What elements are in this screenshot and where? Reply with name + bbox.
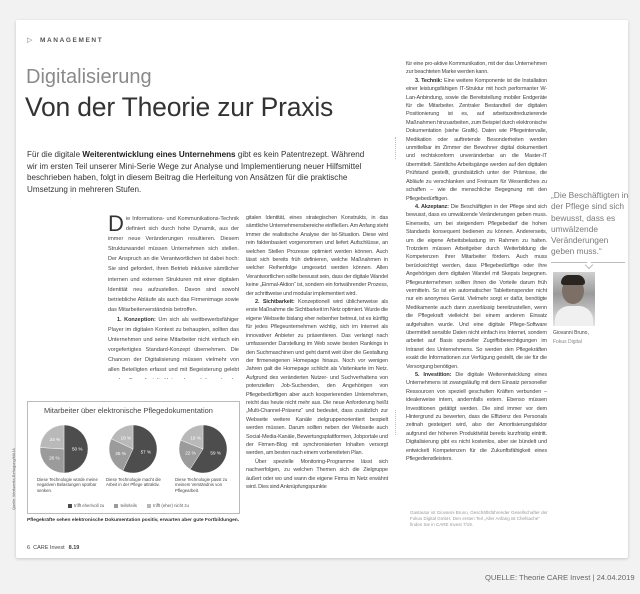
column-divider	[395, 410, 396, 435]
legend-swatch	[114, 504, 118, 508]
pie-slice-label: 18 %	[120, 435, 132, 441]
legend-swatch	[147, 504, 151, 508]
column-2: gitalen Identität, eines strategischen Konstrukts, in das sämtliche Unternehmensbereiche einfließen. Am Anfang steht immer die realistische Analyse der Ist-Situation. Diese wird rein faktenbasiert vorgenommen und liefert Aufschlüsse, an welchen Stellen Prozesse optimiert werden können. Auch lässt sich bereits früh definieren, welche Maßnahmen in welcher Reihenfolge umgesetzt werden können. Allen Verantwortlichen sollte bewusst sein, dass der digitale Wandel keine „Einmal-Aktion“ ist, sondern ein fortwährender Prozess, der schrittweise und modular implementiert wird. 2. Sichtbarkeit: Konzeptionell wird üblicherweise als erste Maßnahme die Sichtbarkeit im Netz optimiert. Wurde die eigene Webseite bislang eher nebenher betreut, ist es künftig für jedes Pflegeunternehmen wichtig, sich im Internet als innovativer Anbieter zu präsentieren. Das verlangt nach umfassender Darstellung im Web sowie besten Rankings in den Suchmaschinen und geht damit weit über die Gestaltung der firmeneigenen Homepage hinaus. Noch vor wenigen Jahren galt die Homepage schlicht als Visitenkarte im Netz. Aufgrund des veränderten Nutzer- und Suchverhaltens von potenziellen Job-Suchenden, den Angehörigen von Pflegebedürftigen aber auch kooperierenden Unternehmen, reicht das heute nicht mehr aus. Die neue Anforderung heißt „Multi-Channel-Präsenz“ und bedeutet, dass zusätzlich zur Webseite weitere Kanäle zielgruppenorientiert bespielt werden müssen. Darum sollten neben der Webseite auch Social-Media-Kanäle, Bewertungsplattformen, Jobportale und der Firmen-Blog mit synchronisierten Inhalten versorgt werden, am besten nach einem vorbereiteten Plan. Über spezielle Monitoring-Programme lässt sich nachverfolgen, zu welchen Themen sich die Zielgruppe äußert oder wo und wann die eigene Firma im Netz erwähnt wird. Dies sind Anknüpfungspunkte	[246, 215, 388, 490]
legend-swatch	[68, 504, 72, 508]
author-note: Gastautor ist Giovanni Bruno, Geschäftsführender Gesellschafter der Fokus Digital GmbH. Den ersten Teil „Aller Anfang ist Chefsache“ finden Sie in CARE Invest 7/19.	[410, 510, 548, 527]
pie-slice-label: 22 %	[185, 450, 196, 456]
article-headline: Von der Theorie zur Praxis	[25, 92, 334, 122]
pie-slice-label: 57 %	[140, 449, 152, 455]
drop-cap: D	[108, 214, 124, 236]
chart-legend	[68, 503, 198, 508]
chart-title: Mitarbeiter über elektronische Pflegedokumentation	[44, 406, 213, 415]
article-intro: Für die digitale Weiterentwicklung eines Unternehmens gibt es kein Patentrezept. Während wir im ersten Teil unserer Mini-Serie Wege zur Analyse und Implementierung neuer Hilfsmittel beschrieben haben, folgt in diesem Beitrag die Herleitung von Ansätzen für die praktische Umsetzung in mehreren Stufen.	[27, 150, 365, 195]
photo-caption-name: Giovanni Bruno,	[553, 330, 589, 336]
pie-slice-label: 50 %	[71, 446, 83, 452]
pie-slice-label: 25 %	[115, 451, 126, 457]
pie-slice-label: 24 %	[49, 436, 61, 442]
legend-item: trifft eher/voll zu	[68, 503, 104, 508]
pie-slice-label: 19 %	[190, 435, 201, 441]
section-label: ▷ MANAGEMENT	[27, 37, 104, 44]
column-3: für eine pro-aktive Kommunikation, mit der das Unternehmen zur beachteten Marke werden kann. 3. Technik: Eine weitere Komponente ist die Installation einer leistungsfähigen IT-Struktur mit hoch performanter W-Lan-Anbindung, sowie die Bereitstellung mobiler Endgeräte für die Mitarbeiter. Zentraler Bestandteil der digitalen Positionierung ist es, auf arbeitszeitreduzierende Maßnahmen hinzuarbeiten, zum Beispiel durch elektronische Dokumentation (siehe Grafik). Daten wie Pflegeintervalle, Medikation oder auftretende Besonderheiten werden unmittelbar im Zimmer der Bewohner digital dokumentiert und rechtskonform unveränderbar an die Master-IT übermittelt. Sämtliche Arbeitsgänge werden auf den digitalen Prüfstand gestellt, grundsätzlich unter der Prämisse, die Abläufe zu verschlanken und Freiraum für Wesentliches zu schaffen – wie die menschliche Begegnung mit den Pflegebedürftigen. 4. Akzeptanz: Die Beschäftigten in der Pflege sind sich bewusst, dass es umwälzende Veränderungen geben muss. Einerseits, um bei steigendem Pflegebedarf die hohen Standards konsequent bedienen zu können. Andererseits, um die eigene Arbeitsbelastung im Rahmen zu halten. Trotzdem müssen Arbeitgeber durch Weiterbildung die Kompetenzen ihrer Mitarbeiter fördern. Auch muss berücksichtigt werden, dass Pflegebedürftige oder ihre Angehörigen dem digitalen Wandel mit Skepsis begegnen. Pflegeunternehmen sollten ihnen die Vorteile darum früh vermitteln. So ist ein automatischer Tablettenspender nicht nur ein anonymes Gerät. Vielmehr sorgt er dafür, benötigte Medikamente auch dann zuverlässig bereitzustellen, wenn die Pflegekraft vielleicht bei einem anderen Einsatz aufgehalten wurde. Und eine digitale Pflege-Software übermittelt sensible Daten nicht einfach ins Internet, sondern arbeitet auf Basis spezieller Zugriffsberechtigungen im Intranet des Unternehmens. So werden den Pflegekräften exakt die Informationen zur Verfügung gestellt, die sie für die Versorgung benötigen. 5. Investition: Die digitale Weiterentwicklung eines Unternehmens ist zwangsläufig mit dem Einsatz personeller Ressourcen von speziell geschulten Kräften verbunden – idealerweise intern, andernfalls extern. Ebenso müssen Investitionen getätigt werden. Die sind immer vor dem Hintergrund zu bewerten, dass die Effizienz des Personals zeitnah gesteigert wird, also der Amortisierungsfaktor aufgrund der höheren Produktivität bereits kurzfristig eintritt. Digitalisierung gibt es nicht kostenlos, aber sie bündelt und entwickelt Kompetenzen für die Zukunftsfähigkeit eines Pflegedienstleisters.	[406, 61, 547, 463]
chart-source: Quelle: Werkwerks-Befragung/MAJA	[12, 448, 16, 510]
pie-caption: Diese Technologie macht die Arbeit in der Pflege attraktiv.	[106, 477, 161, 488]
page-folio: 6 CARE Invest 8.19	[27, 545, 80, 551]
pie-caption: Diese Technologie passt zu meinem Verständnis von Pflegearbeit.	[175, 477, 228, 493]
legend-item: trifft (eher) nicht zu	[147, 503, 189, 508]
pie-caption: Diese Technologie würde meine negativen Belastungen spürbar senken.	[37, 477, 98, 493]
column-1: Die Informations- und Kommunikations-Technik definiert sich durch hohe Dynamik, aus der immer neue Veränderungen resultieren. Diesem Strukturwandel müssen Unternehmen sich stellen. Der Anspruch an die Verantwortlichen ist dabei hoch: Sie sind gefordert, ihren Betrieb inklusive sämtlicher internen und externen Strukturen mit einer digitalen Identität neu aufzustellen. Davon sind sowohl betriebliche Abläufe als auch das Firmenimage sowie das Mitarbeiterverständnis betroffen. 1. Konzeption: Um sich als wettbewerbsfähiger Player im digitalen Kontext zu behaupten, sollten das Unternehmen und seine Mitarbeiter nicht einfach ein vorgefertigtes Standard-Konzept übernehmen. Die Chancen der Digitalisierung müssen vielmehr von allen Beteiligten erfasst und mit Begeisterung gelebt	[108, 214, 239, 374]
pie-slice-label: 59 %	[210, 450, 221, 456]
author-photo	[553, 272, 595, 326]
pull-quote: „Die Beschäftigten in der Pflege sind sich bewusst, dass es umwälzende Veränderungen geben muss.“	[551, 190, 629, 257]
source-line: QUELLE: Theorie CARE Invest | 24.04.2019	[485, 573, 635, 582]
triangle-right-icon: ▷	[27, 37, 34, 44]
pie-slice-label: 26 %	[49, 455, 60, 461]
chart-caption: Pflegekräfte sehen elektronische Dokumentation positiv, erwarten aber gute Fortbildungen.	[27, 518, 240, 523]
pie-charts	[27, 420, 240, 480]
column-divider	[395, 137, 396, 159]
article-kicker: Digitalisierung	[26, 66, 152, 88]
legend-item: teils/teils	[114, 503, 136, 508]
photo-caption-org: Fokus Digital	[553, 339, 582, 345]
